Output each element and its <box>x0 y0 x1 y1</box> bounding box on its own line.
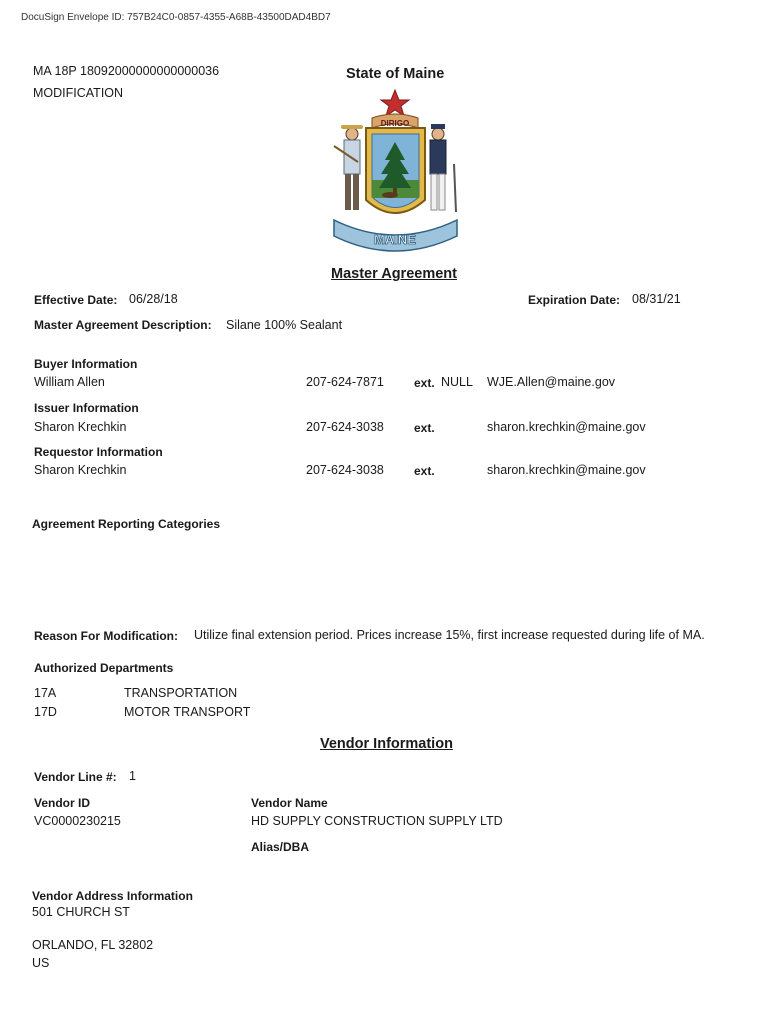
issuer-phone: 207-624-3038 <box>306 420 384 434</box>
buyer-email: WJE.Allen@maine.gov <box>487 375 616 389</box>
seal-motto-text: DIRIGO <box>380 119 410 128</box>
departments-heading: Authorized Departments <box>34 661 174 675</box>
requestor-ext-label: ext. <box>414 464 435 478</box>
vendor-section-title: Vendor Information <box>320 736 453 752</box>
vendor-name-label: Vendor Name <box>251 796 328 810</box>
description-label: Master Agreement Description: <box>34 318 212 332</box>
issuer-heading: Issuer Information <box>34 401 139 415</box>
ma-number: MA 18P 18092000000000000036 <box>33 64 220 78</box>
reason-value: Utilize final extension period. Prices increase 15%, first increase requested during life of MA. <box>194 628 705 642</box>
department-name: TRANSPORTATION <box>124 686 238 700</box>
reason-label: Reason For Modification: <box>34 629 178 643</box>
description-value: Silane 100% Sealant <box>226 318 343 332</box>
department-code: 17D <box>34 705 57 719</box>
requestor-name: Sharon Krechkin <box>34 463 127 477</box>
requestor-email: sharon.krechkin@maine.gov <box>487 463 646 477</box>
vendor-address-street: 501 CHURCH ST <box>32 905 130 919</box>
vendor-id-label: Vendor ID <box>34 796 91 810</box>
requestor-heading: Requestor Information <box>34 445 163 459</box>
vendor-address-heading: Vendor Address Information <box>32 889 193 903</box>
department-name: MOTOR TRANSPORT <box>124 705 251 719</box>
vendor-name-value: HD SUPPLY CONSTRUCTION SUPPLY LTD <box>251 814 503 828</box>
issuer-ext-label: ext. <box>414 421 435 435</box>
state-title: State of Maine <box>346 66 445 82</box>
vendor-alias-label: Alias/DBA <box>251 840 310 854</box>
vendor-id-value: VC0000230215 <box>34 814 121 828</box>
buyer-heading: Buyer Information <box>34 357 138 371</box>
seal-banner-text: MAINE <box>374 232 416 247</box>
buyer-ext-value: NULL <box>441 375 473 389</box>
expiration-date-label: Expiration Date: <box>528 293 621 307</box>
requestor-phone: 207-624-3038 <box>306 463 384 477</box>
issuer-name: Sharon Krechkin <box>34 420 127 434</box>
issuer-email: sharon.krechkin@maine.gov <box>487 420 646 434</box>
buyer-name: William Allen <box>34 375 105 389</box>
effective-date-label: Effective Date: <box>34 293 118 307</box>
vendor-line-value: 1 <box>129 769 136 783</box>
buyer-phone: 207-624-7871 <box>306 375 384 389</box>
vendor-address-city: ORLANDO, FL 32802 <box>32 938 154 952</box>
expiration-date-value: 08/31/21 <box>632 292 681 306</box>
effective-date-value: 06/28/18 <box>129 292 178 306</box>
document-type: MODIFICATION <box>33 86 124 100</box>
envelope-id: DocuSign Envelope ID: 757B24C0-0857-4355-A68B-43500DAD4BD7 <box>21 12 331 23</box>
vendor-line-label: Vendor Line #: <box>34 770 117 784</box>
state-seal-image <box>328 88 463 260</box>
reporting-categories-heading: Agreement Reporting Categories <box>32 517 221 531</box>
department-code: 17A <box>34 686 57 700</box>
buyer-ext-label: ext. <box>414 376 435 390</box>
agreement-title: Master Agreement <box>331 266 457 282</box>
vendor-address-country: US <box>32 956 50 970</box>
